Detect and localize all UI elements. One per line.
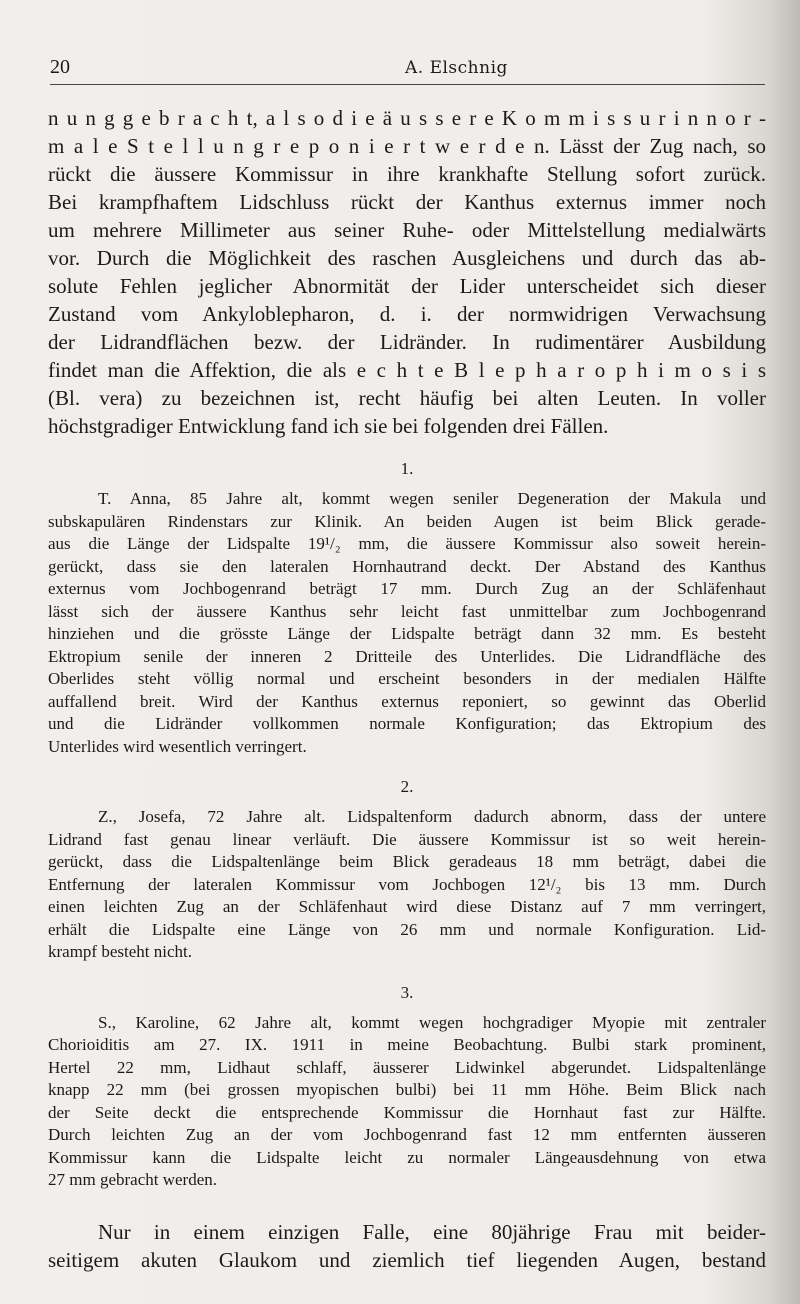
case-number: 2. (400, 777, 414, 796)
text-line: externus vom Jochbogenrand beträgt 17 mm. Durch Zug an der Schläfenhaut (48, 579, 766, 598)
text-line: solute Fehlen jeglicher Abnormität der Lider unterscheidet sich dieser (48, 274, 766, 298)
text-line: krampf besteht nicht. (48, 942, 192, 961)
text-line: findet man die Affektion, die als e c h t e B l e p h a r o p h i m o s i s (48, 358, 766, 382)
text-line: hinziehen und die grösste Länge der Lidspalte beträgt dann 32 mm. Es besteht (48, 624, 766, 643)
text-line: Bei krampfhaftem Lidschluss rückt der Kanthus externus immer noch (48, 190, 766, 214)
text-line: vor. Durch die Möglichkeit des raschen Ausgleichens und durch das ab- (48, 246, 766, 270)
text-line: knapp 22 mm (bei grossen myopischen bulbi) bei 11 mm Höhe. Beim Blick nach (48, 1080, 766, 1099)
text-line: Oberlides steht völlig normal und erscheint besonders in der medialen Hälfte (48, 669, 766, 688)
case-number: 1. (400, 459, 414, 478)
text-line: auffallend breit. Wird der Kanthus externus reponiert, so gewinnt das Oberlid (48, 691, 766, 711)
text-line: Zustand vom Ankyloblepharon, d. i. der normwidrigen Verwachsung (48, 302, 766, 326)
text-line: einen leichten Zug an der Schläfenhaut wird diese Distanz auf 7 mm verringert, (48, 897, 766, 916)
text-line: Unterlides wird wesentlich verringert. (48, 736, 307, 756)
text-line: gerückt, dass die Lidspaltenlänge beim Blick geradeaus 18 mm beträgt, dabei die (48, 852, 766, 871)
text-line: T. Anna, 85 Jahre alt, kommt wegen seniler Degeneration der Makula und (98, 489, 766, 508)
text-line: Chorioiditis am 27. IX. 1911 in meine Beobachtung. Bulbi stark prominent, (48, 1035, 766, 1054)
header-author: A. Elschnig (405, 58, 508, 78)
text-line: Z., Josefa, 72 Jahre alt. Lidspaltenform dadurch abnorm, dass der untere (98, 807, 766, 826)
text-line: Entfernung der lateralen Kommissur vom Jochbogen 12¹/₂ bis 13 mm. Durch (48, 874, 766, 894)
closing-paragraph (48, 1218, 766, 1274)
case-1 (48, 458, 766, 758)
text-line: seitigem akuten Glaukom und ziemlich tief liegenden Augen, bestand (48, 1247, 766, 1272)
intro-paragraph (48, 104, 766, 440)
text-line: gerückt, dass sie den lateralen Hornhautrand deckt. Der Abstand des Kanthus (48, 556, 766, 576)
text-line: Lidrand fast genau linear verläuft. Die äussere Kommissur ist so weit herein- (48, 829, 766, 849)
page-body (48, 104, 766, 1274)
case-2 (48, 776, 766, 964)
page-number: 20 (50, 56, 70, 78)
text-line: Ektropium senile der inneren 2 Dritteile des Unterlides. Die Lidrandfläche des (48, 646, 766, 666)
text-line: aus die Länge der Lidspalte 19¹/₂ mm, die äussere Kommissur also soweit herein- (48, 534, 766, 553)
text-line: (Bl. vera) zu bezeichnen ist, recht häufig bei alten Leuten. In voller (48, 386, 766, 410)
text-line: um mehrere Millimeter aus seiner Ruhe- oder Mittelstellung medialwärts (48, 218, 766, 242)
running-head (50, 52, 765, 85)
text-line: der Seite deckt die entsprechende Kommissur die Hornhaut fast zur Hälfte. (48, 1102, 766, 1122)
case-number: 3. (400, 982, 414, 1002)
text-line: höchstgradiger Entwicklung fand ich sie bei folgenden drei Fällen. (48, 414, 609, 438)
text-line: n u n g g e b r a c h t, a l s o d i e ä u s s e r e K o m m i s s u r i n n o r - (48, 106, 766, 130)
text-line: Nur in einem einzigen Falle, eine 80jährige Frau mit beider- (98, 1219, 766, 1244)
text-line: rückt die äussere Kommissur in ihre krankhafte Stellung sofort zurück. (48, 162, 766, 186)
text-line: S., Karoline, 62 Jahre alt, kommt wegen hochgradiger Myopie mit zentraler (98, 1012, 766, 1032)
text-line: Hertel 22 mm, Lidhaut schlaff, äusserer Lidwinkel abgerundet. Lidspaltenlänge (48, 1057, 766, 1077)
case-3 (48, 982, 766, 1192)
text-line: Durch leichten Zug an der vom Jochbogenrand fast 12 mm entfernten äusseren (48, 1125, 766, 1144)
text-line: lässt sich der äussere Kanthus sehr leicht fast unmittelbar zum Jochbogenrand (48, 601, 766, 621)
text-line: erhält die Lidspalte eine Länge von 26 mm und normale Konfiguration. Lid- (48, 919, 766, 939)
text-line: 27 mm gebracht werden. (48, 1170, 217, 1189)
text-line: der Lidrandflächen bezw. der Lidränder. In rudimentärer Ausbildung (48, 330, 766, 354)
text-line: subskapulären Rindenstars zur Klinik. An beiden Augen ist beim Blick gerade- (48, 511, 766, 531)
text-line: und die Lidränder vollkommen normale Konfiguration; das Ektropium des (48, 714, 766, 733)
text-line: m a l e S t e l l u n g r e p o n i e r t w e r d e n. Lässt der Zug nach, so (48, 134, 766, 158)
text-line: Kommissur kann die Lidspalte leicht zu normaler Längeausdehnung von etwa (48, 1147, 766, 1167)
